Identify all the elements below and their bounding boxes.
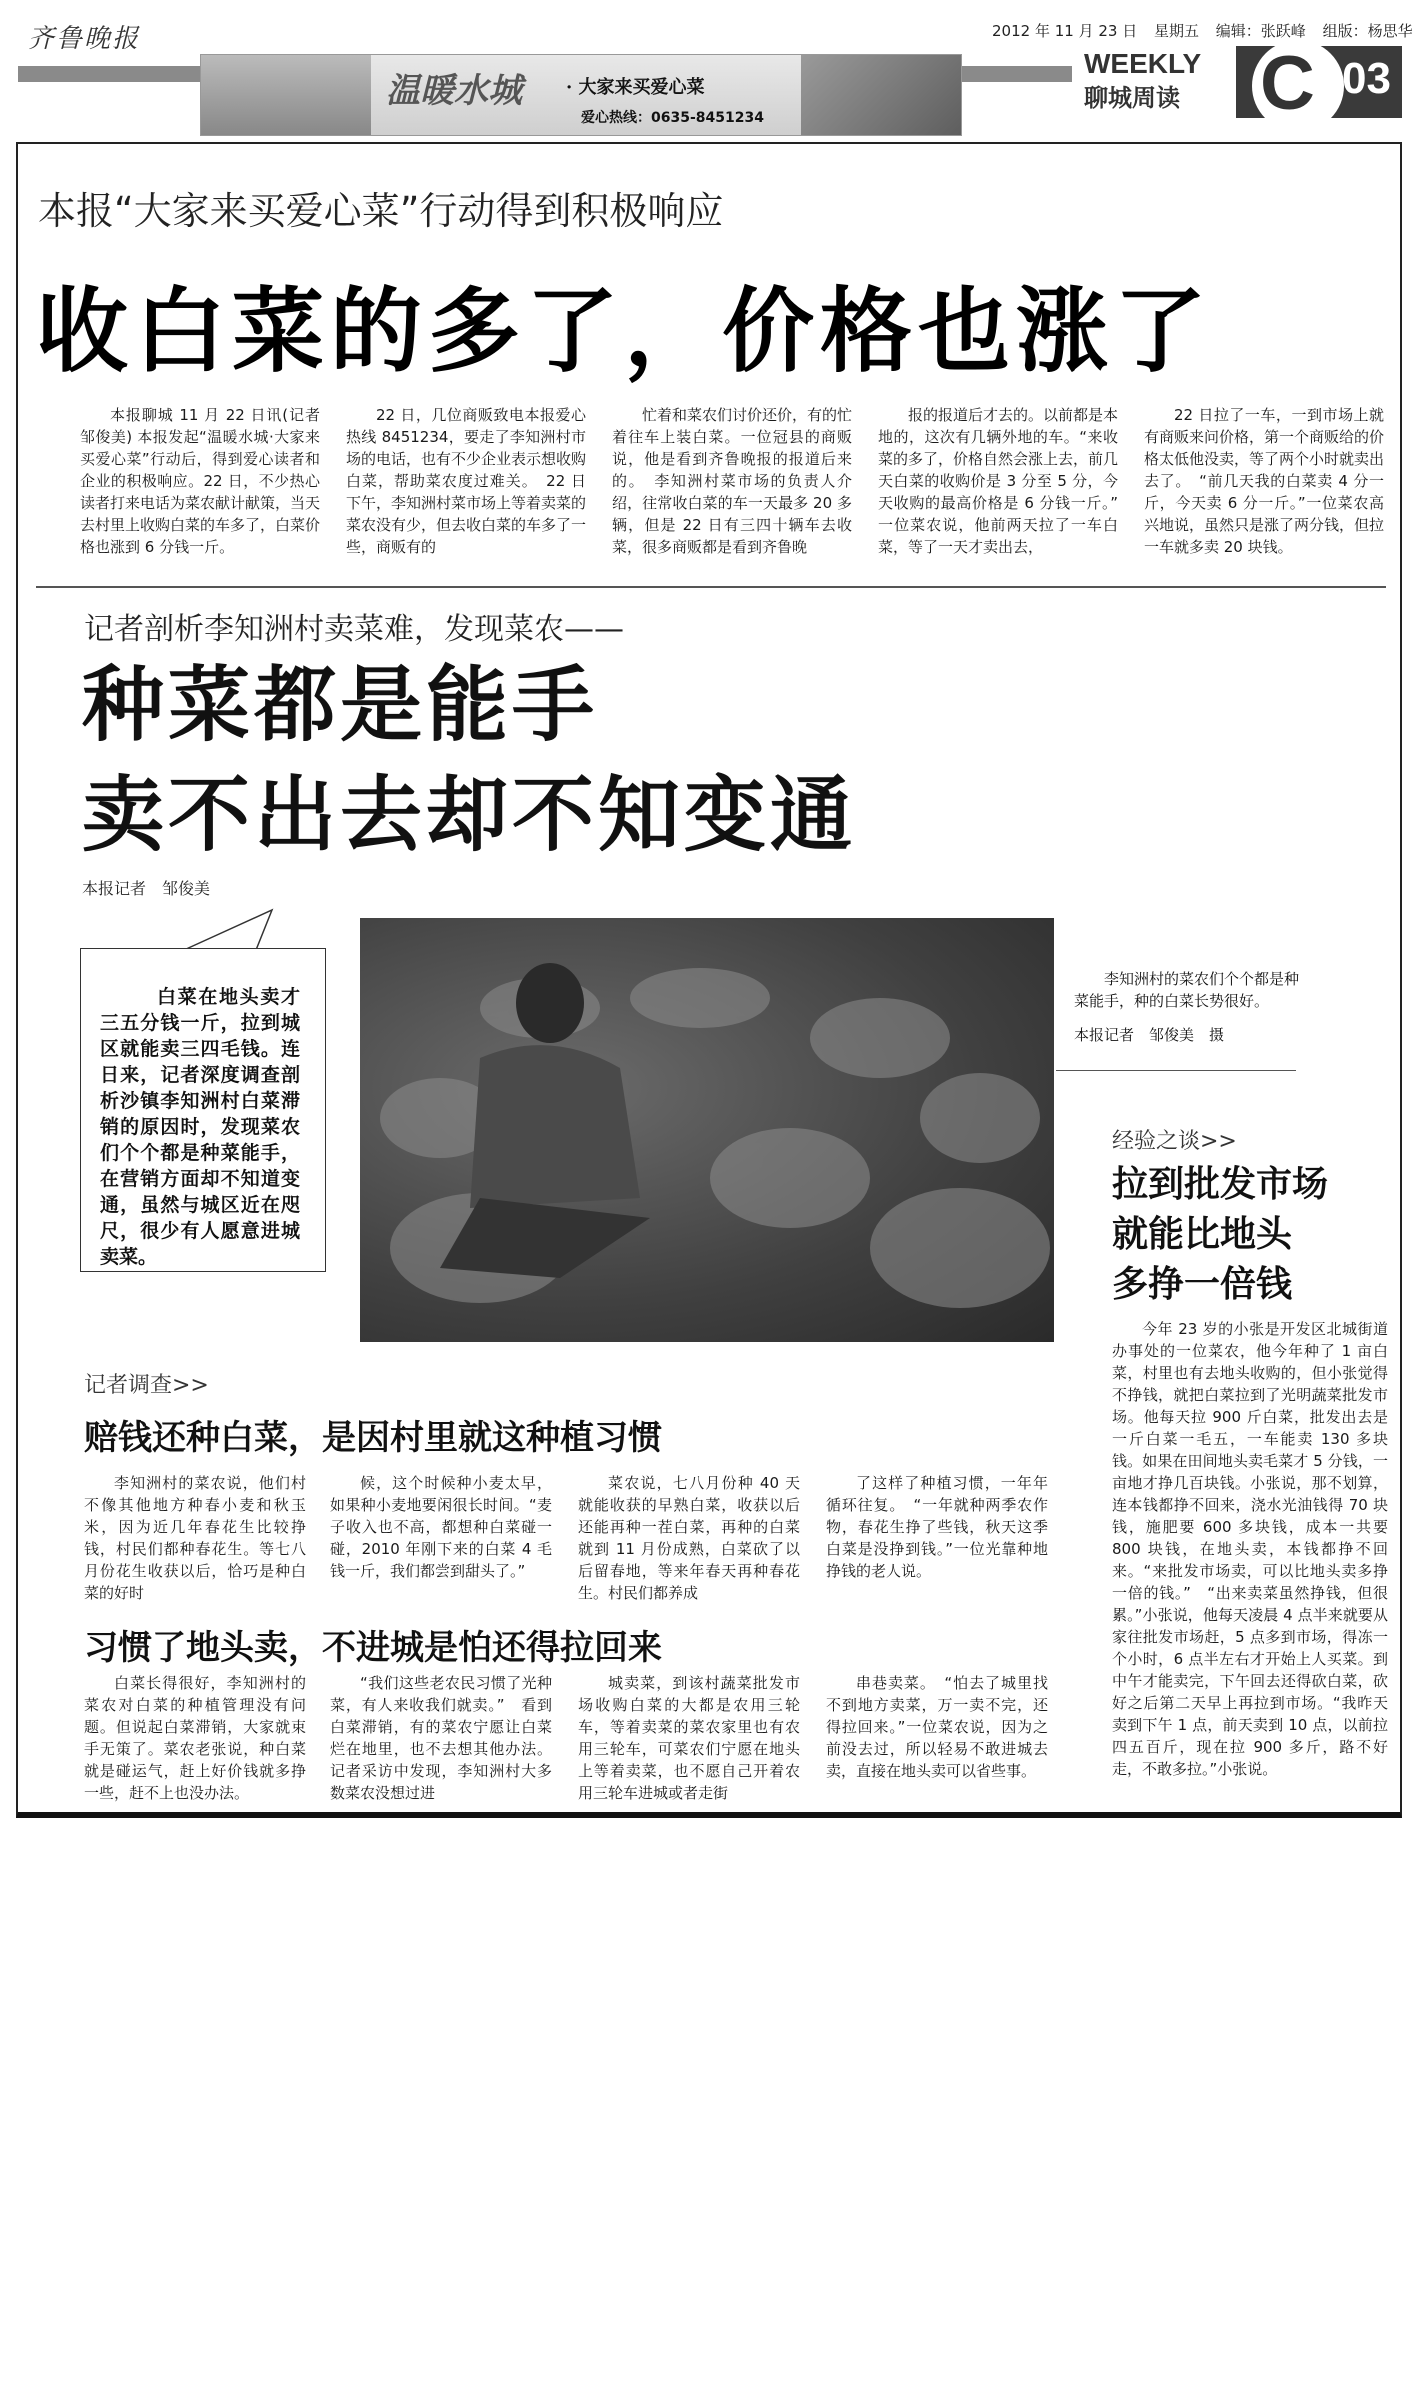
story1-col3 [612,404,852,558]
banner-title: 温暖水城 [386,71,522,111]
experience-body-text: 今年 23 岁的小张是开发区北城街道办事处的一位菜农，他今年种了 1 亩白菜，村里也有去地头收购的，但小张觉得不挣钱，就把白菜拉到了光明蔬菜批发市场。他每天拉 900 斤白菜，批发出去是一斤白菜一毛五，一车能卖 130 多块钱。如果在田间地头卖毛菜才 5 分钱，一亩地才挣几百块钱。小张说，那不划算，连本钱都挣不回来，浇水光油钱得 70 块钱，施肥要 600 多块钱，成本一共要 800 块钱，在地头卖，本钱都挣不回来。“来批发市场卖，可以比地头卖多挣一倍的钱。” “出来卖菜虽然挣钱，但很累。”小张说，他每天凌晨 4 点半来就要从家往批发市场赶，5 点多到市场，得冻一个小时，6 点半左右才开始上人买菜。到中午才能卖完，下午回去还得砍白菜，砍好之后第二天早上再拉到市场。“我昨天卖到下午 1 点，前天卖到 10 点，以前拉四五百斤，现在拉 900 多斤，路不好走，不敢多拉。”小张说。 [1112,1320,1388,1778]
inv-block1-col2 [330,1472,552,1582]
caption-rule [1056,1070,1296,1071]
experience-body [1112,1318,1388,1780]
inv-block2-col4-text: 串巷卖菜。 “怕去了城里找不到地方卖菜，万一卖不完，还得拉回来。”一位菜农说，因为之前没去过，所以轻易不敢进城去卖，直接在地头卖可以省些事。 [826,1674,1048,1780]
story1-col1-text: 本报聊城 11 月 22 日讯(记者 邹俊美) 本报发起“温暖水城·大家来买爱心菜”行动后，得到爱心读者和企业的积极响应。22 日，不少热心读者打来电话为菜农献计献策，当天去村里上收购白菜的车多了，白菜价格也涨到 6 分钱一斤。 [80,406,321,556]
story1-col3-text: 忙着和菜农们讨价还价，有的忙着往车上装白菜。一位冠县的商贩说，他是看到齐鲁晚报的报道后来的。 李知洲村菜市场的负责人介绍，往常收白菜的车一天最多 20 多辆，但是 22 日有三四十辆车去收菜，很多商贩都是看到齐鲁晚 [612,406,853,556]
inv-block1-col2-text: 候，这个时候种小麦太早，如果种小麦地要闲很长时间。“麦子收入也不高，都想种白菜碰一碰，2010 年刚下来的白菜 4 毛钱一斤，我们都尝到甜头了。” [330,1474,552,1580]
experience-headline [1112,1160,1328,1310]
inv-block2-col1 [84,1672,306,1804]
story1-col5 [1144,404,1384,558]
page-number: 03 [1342,54,1391,103]
lead-bubble-tail [180,906,280,952]
experience-tag: 经验之谈>> [1112,1129,1237,1154]
story2-headline-line1: 种菜都是能手 [82,658,599,753]
inv-block2-col3 [578,1672,800,1804]
story1-headline: 收白菜的多了，价格也涨了 [36,278,1213,385]
inv-block1-col1-text: 李知洲村的菜农说，他们村不像其他地方种春小麦和秋玉米，因为近几年春花生比较挣钱，村民们都种春花生。等七八月份花生收获以后，恰巧是种白菜的好时 [84,1474,306,1602]
campaign-banner [200,54,962,136]
investigation-subhead1: 赔钱还种白菜，是因村里就这种植习惯 [84,1418,662,1458]
story2-headline-line2: 卖不出去却不知变通 [82,768,857,863]
section-divider [36,586,1386,588]
inv-block2-col2-text: “我们这些老农民习惯了光种菜，有人来收我们就卖。” 看到白菜滞销，有的菜农宁愿让白菜烂在地里，也不去想其他办法。记者采访中发现，李知洲村大多数菜农没想过进 [330,1674,552,1802]
inv-block2-col2 [330,1672,552,1804]
story2-kicker: 记者剖析李知洲村卖菜难，发现菜农—— [84,612,624,647]
section-letter: C [1260,41,1315,126]
story1-col4 [878,404,1134,558]
experience-headline-line3: 多挣一倍钱 [1112,1264,1293,1305]
banner-hotline: 爱心热线：0635-8451234 [581,110,764,126]
editor-credit: 编辑：张跃峰 [1215,22,1306,40]
experience-headline-line2: 就能比地头 [1112,1214,1293,1255]
story1-col5-text: 22 日拉了一车，一到市场上就有商贩来问价格，第一个商贩给的价格太低他没卖，等了两个小时就卖出去了。 “前几天我的白菜卖 4 分一斤，今天卖 6 分一斤。”一位菜农高兴地说，虽然只是涨了两分钱，但拉一车就多卖 20 块钱。 [1144,406,1385,556]
header-rule-right [962,66,1072,82]
investigation-tag: 记者调查>> [84,1373,209,1398]
weekly-cn-label: 聊城周读 [1084,84,1180,112]
inv-block1-col3 [578,1472,800,1604]
photo-caption [1074,968,1300,1046]
photo-illustration [360,918,1054,1342]
photo-credit: 本报记者 邹俊美 摄 [1074,1026,1225,1044]
inv-block1-col1 [84,1472,306,1604]
inv-block1-col4 [826,1472,1048,1582]
layout-credit: 组版：杨思华 [1322,22,1413,40]
investigation-subhead2: 习惯了地头卖，不进城是怕还得拉回来 [84,1628,662,1668]
lead-text: 白菜在地头卖才三五分钱一斤，拉到城区就能卖三四毛钱。连日来，记者深度调查剖析沙镇李知洲村白菜滞销的原因时，发现菜农们个个都是种菜能手，在营销方面却不知道变通，虽然与城区近在咫尺，很少有人愿意进城卖菜。 [100,986,300,1268]
newspaper-logo: 齐鲁晚报 [28,24,141,54]
inv-block2-col1-text: 白菜长得很好，李知洲村的菜农对白菜的种植管理没有问题。但说起白菜滞销，大家就束手无策了。菜农老张说，种白菜就是碰运气，赶上好价钱就多挣一些，赶不上也没办法。 [84,1674,306,1802]
story1-col4-text: 报的报道后才去的。以前都是本地的，这次有几辆外地的车。“来收菜的多了，价格自然会涨上去，前几天白菜的收购价是 3 分至 5 分，今天收购的最高价格是 6 分钱一斤。” 一位菜农说，他前两天拉了一车白菜，等了一天才卖出去， [878,406,1134,556]
issue-weekday: 星期五 [1153,22,1199,40]
header-rule-left [18,66,200,82]
story1-kicker: 本报“大家来买爱心菜”行动得到积极响应 [38,189,724,233]
issue-date: 2012 年 11 月 23 日 [992,22,1138,40]
banner-photo [801,55,961,135]
inv-block1-col4-text: 了这样了种植习惯，一年年循环往复。 “一年就种两季农作物，春花生挣了些钱，秋天这季白菜是没挣到钱。”一位光靠种地挣钱的老人说。 [826,1474,1048,1580]
story1-col2 [346,404,586,558]
inv-block1-col3-text: 菜农说，七八月份种 40 天就能收获的早熟白菜，收获以后还能再种一茬白菜，再种的白菜就到 11 月份成熟，白菜砍了以后留春地，等来年春天再种春花生。村民们都养成 [578,1474,800,1602]
inv-block2-col3-text: 城卖菜，到该村蔬菜批发市场收购白菜的大都是农用三轮车，等着卖菜的菜农家里也有农用三轮车，可菜农们宁愿在地头上等着卖菜，也不愿自己开着农用三轮车进城或者走街 [578,1674,800,1802]
tower-image [201,55,371,135]
story1-col2-text: 22 日，几位商贩致电本报爱心热线 8451234，要走了李知洲村市场的电话，也有不少企业表示想收购白菜，帮助菜农度过难关。 22 日下午，李知洲村菜市场上等着卖菜的菜农没有少，但去收白菜的车多了一些，商贩有的 [346,406,587,556]
experience-headline-line1: 拉到批发市场 [1112,1164,1329,1205]
dateline [992,20,1417,41]
inv-block2-col4 [826,1672,1048,1782]
cabbage-field-photo [360,918,1054,1342]
weekly-label: WEEKLY [1084,48,1202,79]
story2-byline: 本报记者 邹俊美 [82,879,211,898]
story1-col1 [80,404,320,558]
photo-caption-text: 李知洲村的菜农们个个都是种菜能手，种的白菜长势很好。 [1074,970,1300,1010]
banner-slogan: · 大家来买爱心菜 [566,77,705,98]
